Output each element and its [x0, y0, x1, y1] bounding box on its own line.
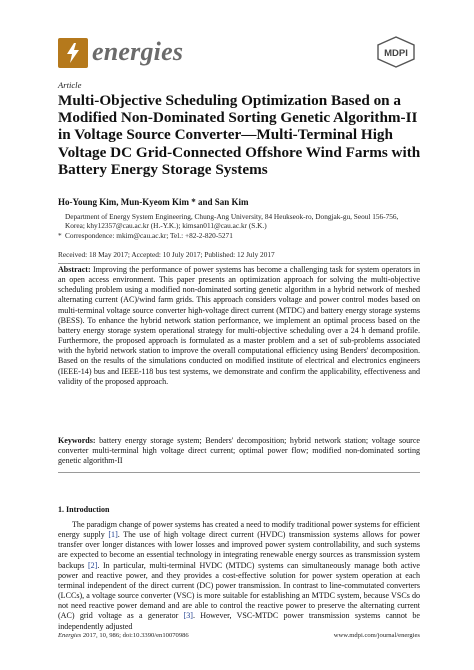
divider-bottom [58, 472, 420, 473]
keywords [58, 436, 420, 466]
footer-citation [58, 632, 189, 640]
journal-name[interactable]: energies [92, 37, 184, 66]
intro-text-3: . In particular, multi-terminal HVDC (MTDC) systems can simultaneously manage both active power and reactive power, and they provides a cost-effective solution for power system operation at each terminal independent of the direct current (DC) power transmission. In contrast to line-commutated converters (LCCs), a voltage source converter (VSC) is more suitable for establishing an MTDC system, because VSCs do not need reactive power demand and are able to control the reactive power to preserve the alternating current (AC) grid voltage as a generator [58, 560, 420, 621]
footer-doi: 2017, 10, 986; doi:10.3390/en10070986 [82, 632, 189, 639]
affiliation-line: Department of Energy System Engineering, Chung-Ang University, 84 Heukseok-ro, Dongjak-gu, Seoul 156-756, Korea; khy12357@cau.ac.kr (H.-Y.K.); kimsan011@cau.ac.kr (S.K.) [65, 212, 399, 231]
abstract [58, 265, 420, 387]
section-heading: 1. Introduction [58, 505, 110, 514]
citation-link-2[interactable]: [2] [87, 560, 98, 570]
publication-dates: Received: 18 May 2017; Accepted: 10 July 2017; Published: 12 July 2017 [58, 250, 275, 259]
introduction-paragraph [58, 520, 420, 632]
intro-text-4: . However, VSC-MTDC power transmission systems cannot be independently adjusted [58, 611, 420, 631]
intro-text-1: The paradigm change of power systems has created a need to modify traditional power systems for efficient energy supply [58, 520, 420, 540]
footer-journal: Energies [58, 632, 82, 639]
keywords-label: Keywords: [58, 436, 96, 445]
citation-link-1[interactable]: [1] [108, 530, 118, 540]
author-list: Ho-Young Kim, Mun-Kyeom Kim * and San Kim [58, 197, 249, 207]
intro-text-2: . The use of high voltage direct current (HVDC) transmission systems allows for power transfer over longer distances with lower losses and improved power system controllability, and such systems are expected to become an essential technology in integrating renewable energy sources as transmission system backups [58, 530, 420, 570]
abstract-label: Abstract: [58, 265, 91, 274]
divider-top [58, 263, 420, 264]
journal-logo-icon [58, 38, 88, 68]
paper-title: Multi-Objective Scheduling Optimization Based on a Modified Non-Dominated Sorting Genetic Algorithm-II in Voltage Source Converter—Multi-Terminal High Voltage DC Grid-Connected Offshore Wind Farms with Battery Energy Storage Systems [58, 92, 421, 178]
correspondence-mark: * [58, 230, 62, 240]
correspondence-line: Correspondence: mkim@cau.ac.kr; Tel.: +82-2-820-5271 [65, 230, 233, 240]
article-type: Article [58, 80, 82, 90]
citation-link-3[interactable]: [3] [183, 611, 193, 621]
mdpi-logo-icon[interactable] [376, 36, 416, 68]
affiliation-block [58, 212, 420, 240]
keywords-text: battery energy storage system; Benders' decomposition; hybrid network station; voltage source converter multi-terminal high voltage direct current; optimal power flow; modified non-dominated sorting genetic algorithm-II [58, 436, 420, 466]
publisher-label: MDPI [384, 48, 408, 59]
footer-url[interactable]: www.mdpi.com/journal/energies [333, 632, 420, 639]
abstract-text: Improving the performance of power systems has become a challenging task for system operators in an open access environment. This paper presents an optimization approach for solving the multi-objective scheduling problem using a modified non-dominated sorting genetic algorithm in a hybrid network of meshed alternating current (AC)/wind farm grids. This approach considers voltage and power control modes based on multi-terminal voltage source converter high-voltage direct current (MTDC) and battery energy storage systems (BESS). To enhance the hybrid network station performance, we implement an optimal process based on the battery energy storage system operational strategy for multi-objective scheduling over a 24 h demand profile. Furthermore, the proposed approach is formulated as a master problem and a set of sub-problems associated with the hybrid network station to improve the overall computational efficiency using Benders' decomposition. Based on the results of the simulations conducted on modified institute of electrical and electronics engineers (IEEE-14) bus and IEEE-118 bus test systems, we demonstrate and confirm the applicability, effectiveness and validity of the proposed approach. [58, 265, 420, 386]
